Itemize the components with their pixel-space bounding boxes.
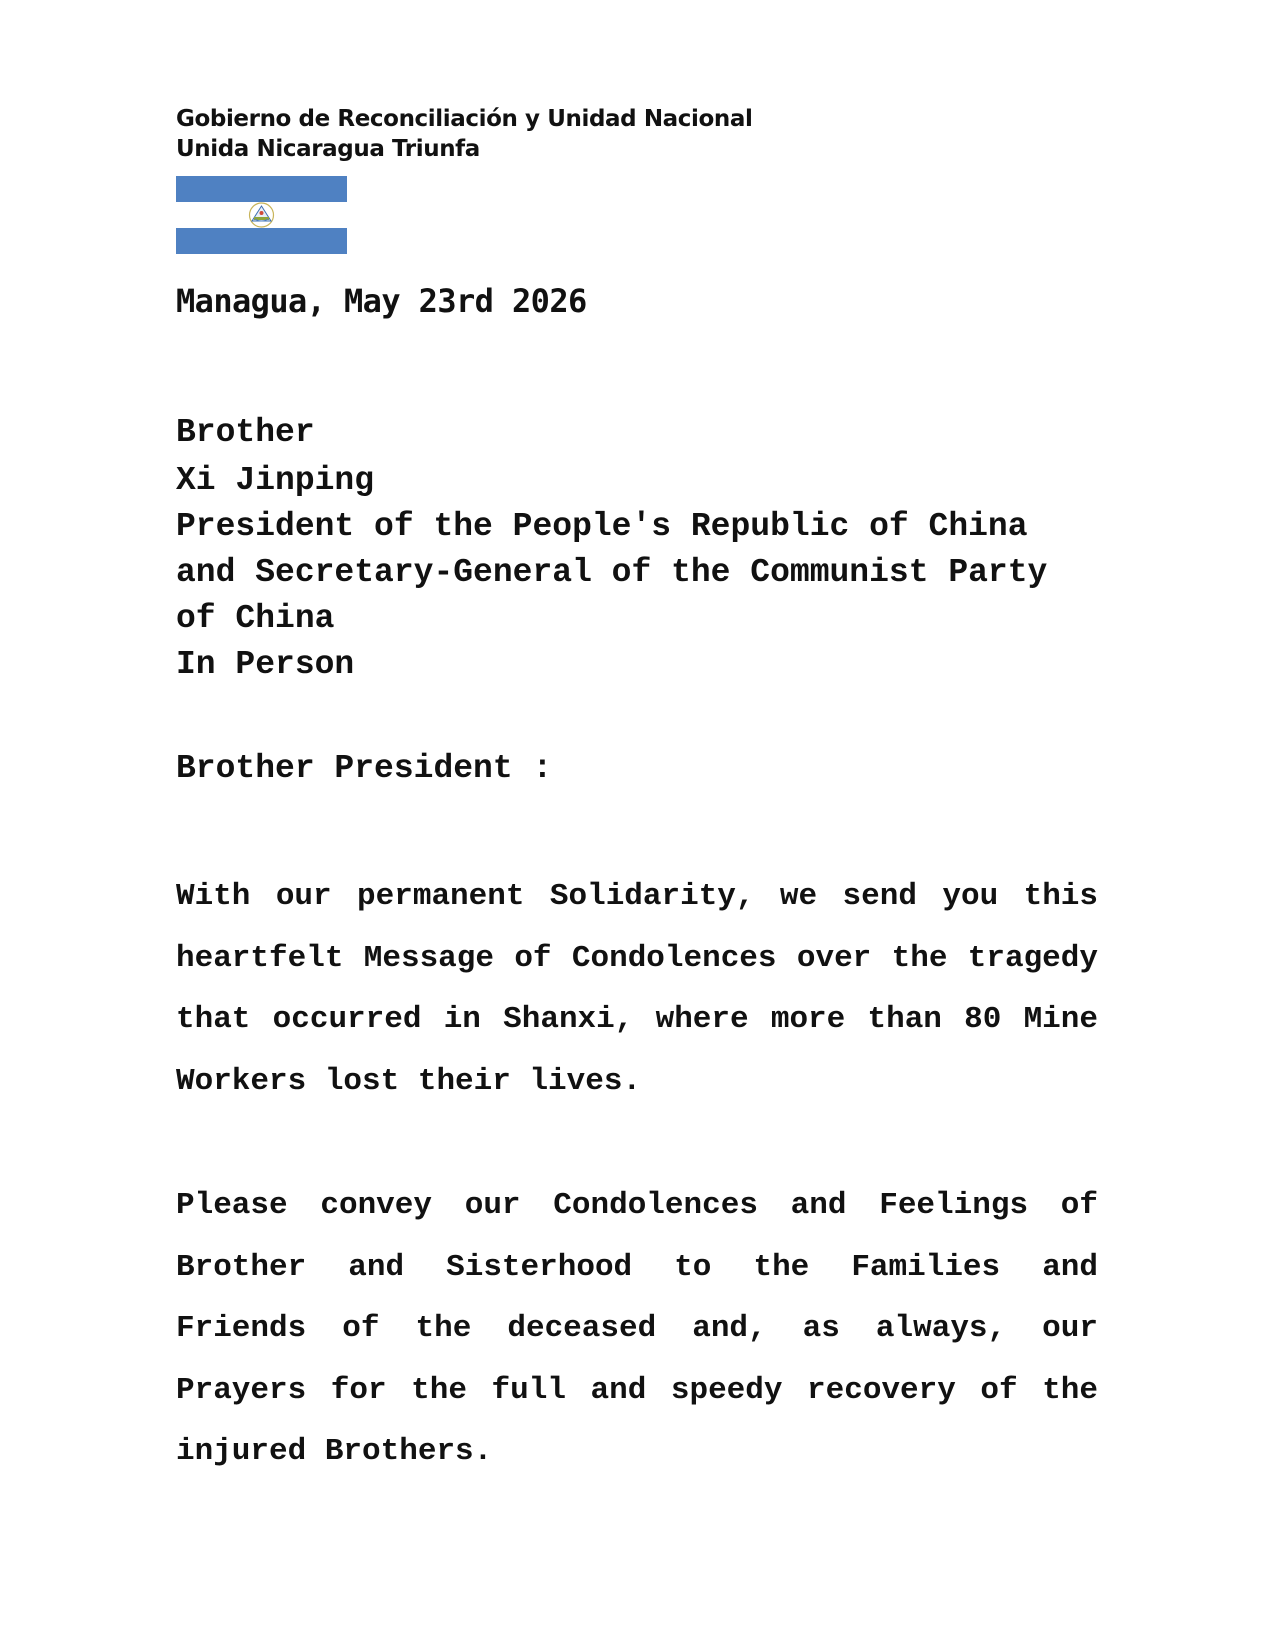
letterhead-government-name: Gobierno de Reconciliación y Unidad Nacional [176,106,753,132]
recipient-honorific: Brother [176,414,315,451]
salutation: Brother President : [176,750,553,787]
letterhead-slogan: Unida Nicaragua Triunfa [176,136,480,162]
body-paragraph-1: With our permanent Solidarity, we send you this heartfelt Message of Condolences over the tragedy that occurred in Shanxi, where more than 80 Mine Workers lost their lives. [176,879,1098,1099]
recipient-title-line-1: President of the People's Republic of China [176,508,1028,545]
letter-date: Managua, May 23rd 2026 [176,282,587,320]
coat-of-arms-icon [250,203,274,227]
recipient-title-line-2: and Secretary-General of the Communist Party [176,554,1048,591]
letterhead [176,104,753,164]
delivery-note: In Person [176,646,355,683]
nicaragua-flag-icon [176,176,347,254]
recipient-name: Xi Jinping [176,462,375,499]
recipient-address [176,410,1047,688]
recipient-title-line-3: of China [176,600,335,637]
body-paragraph-2: Please convey our Condolences and Feelings of Brother and Sisterhood to the Families and Friends of the deceased and, as always, our Prayers for the full and speedy recovery of the injured Brothers. [176,1188,1098,1469]
